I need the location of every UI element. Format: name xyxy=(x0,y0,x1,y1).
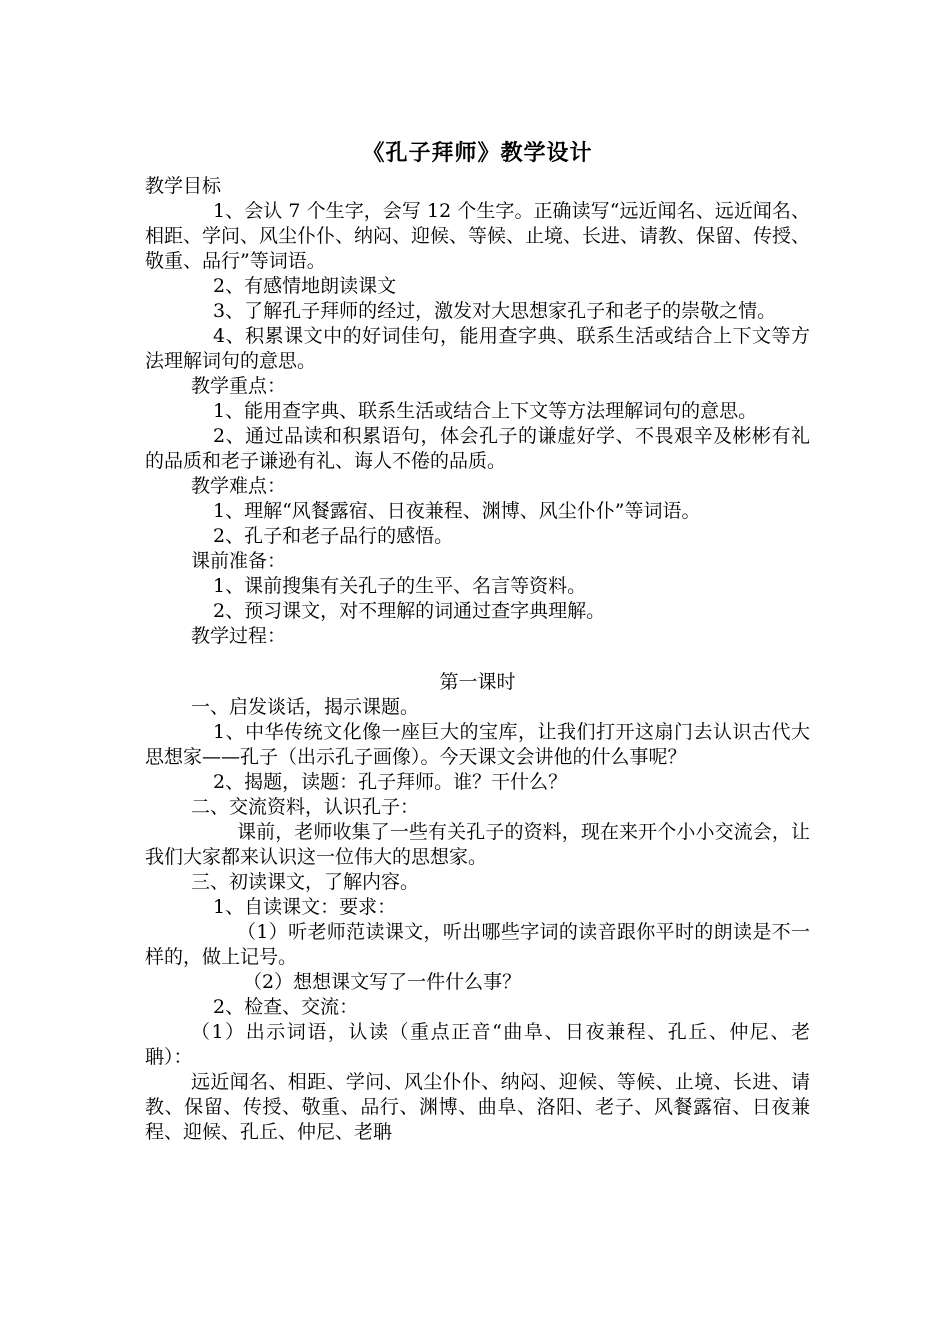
section-2-text: 课前，老师收集了一些有关孔子的资料，现在来开个小小交流会，让我们大家都来认识这一位伟大的思想家。 xyxy=(145,821,810,868)
section-2-heading: 二、交流资料，认识孔子： xyxy=(191,796,420,818)
preparation-item-1: 1、课前搜集有关孔子的生平、名言等资料。 xyxy=(213,575,587,597)
section-1-heading: 一、启发谈话，揭示课题。 xyxy=(191,696,420,718)
section-3-item-2: 2、检查、交流： xyxy=(213,996,359,1018)
objective-item-1: 1、会认 7 个生字，会写 12 个生字。正确读写“远近闻名、远近闻名、相距、学问、风尘仆仆、纳闷、迎候、等候、止境、长进、请教、保留、传授、敬重、品行”等词语。 xyxy=(145,200,811,272)
difficulty-item-1: 1、理解“风餐露宿、日夜兼程、渊博、风尘仆仆”等词语。 xyxy=(213,500,701,522)
document-page xyxy=(145,140,810,1145)
section-3-words-intro: （1）出示词语，认读（重点正音“曲阜、日夜兼程、孔丘、仲尼、老聃）： xyxy=(145,1021,810,1068)
section-3-requirement-1: （1）听老师范读课文，听出哪些字词的读音跟你平时的朗读是不一样的，做上记号。 xyxy=(145,921,810,968)
spacer xyxy=(145,649,810,670)
difficulties-heading: 教学难点： xyxy=(191,475,287,497)
section-3-requirement-2: （2）想想课文写了一件什么事？ xyxy=(243,971,522,993)
document-title: 《孔子拜师》教学设计 xyxy=(362,140,593,166)
key-points-heading: 教学重点： xyxy=(191,375,287,397)
key-point-item-2: 2、通过品读和积累语句，体会孔子的谦虚好学、不畏艰辛及彬彬有礼的品质和老子谦逊有礼、诲人不倦的品质。 xyxy=(145,425,810,472)
objective-item-3: 3、了解孔子拜师的经过，激发对大思想家孔子和老子的崇敬之情。 xyxy=(213,300,777,322)
objective-item-2: 2、有感情地朗读课文 xyxy=(213,275,397,297)
lesson-heading: 第一课时 xyxy=(439,671,516,693)
difficulty-item-2: 2、孔子和老子品行的感悟。 xyxy=(213,525,454,547)
process-heading: 教学过程： xyxy=(191,625,287,647)
section-3-heading: 三、初读课文，了解内容。 xyxy=(191,871,420,893)
section-1-item-2: 2、揭题，读题：孔子拜师。谁？干什么？ xyxy=(213,771,568,793)
section-3-words: 远近闻名、相距、学问、风尘仆仆、纳闷、迎候、等候、止境、长进、请教、保留、传授、敬重、品行、渊博、曲阜、洛阳、老子、风餐露宿、日夜兼程、迎候、孔丘、仲尼、老聃 xyxy=(145,1071,810,1143)
section-1-item-1: 1、中华传统文化像一座巨大的宝库，让我们打开这扇门去认识古代大思想家——孔子（出示孔子画像）。今天课文会讲他的什么事呢？ xyxy=(145,721,810,768)
objective-item-4: 4、积累课文中的好词佳句，能用查字典、联系生活或结合上下文等方法理解词句的意思。 xyxy=(145,325,810,372)
preparation-item-2: 2、预习课文，对不理解的词通过查字典理解。 xyxy=(213,600,606,622)
objectives-heading: 教学目标 xyxy=(145,175,222,197)
key-point-item-1: 1、能用查字典、联系生活或结合上下文等方法理解词句的意思。 xyxy=(213,400,758,422)
preparation-heading: 课前准备： xyxy=(191,550,287,572)
section-3-item-1: 1、自读课文：要求： xyxy=(213,896,397,918)
